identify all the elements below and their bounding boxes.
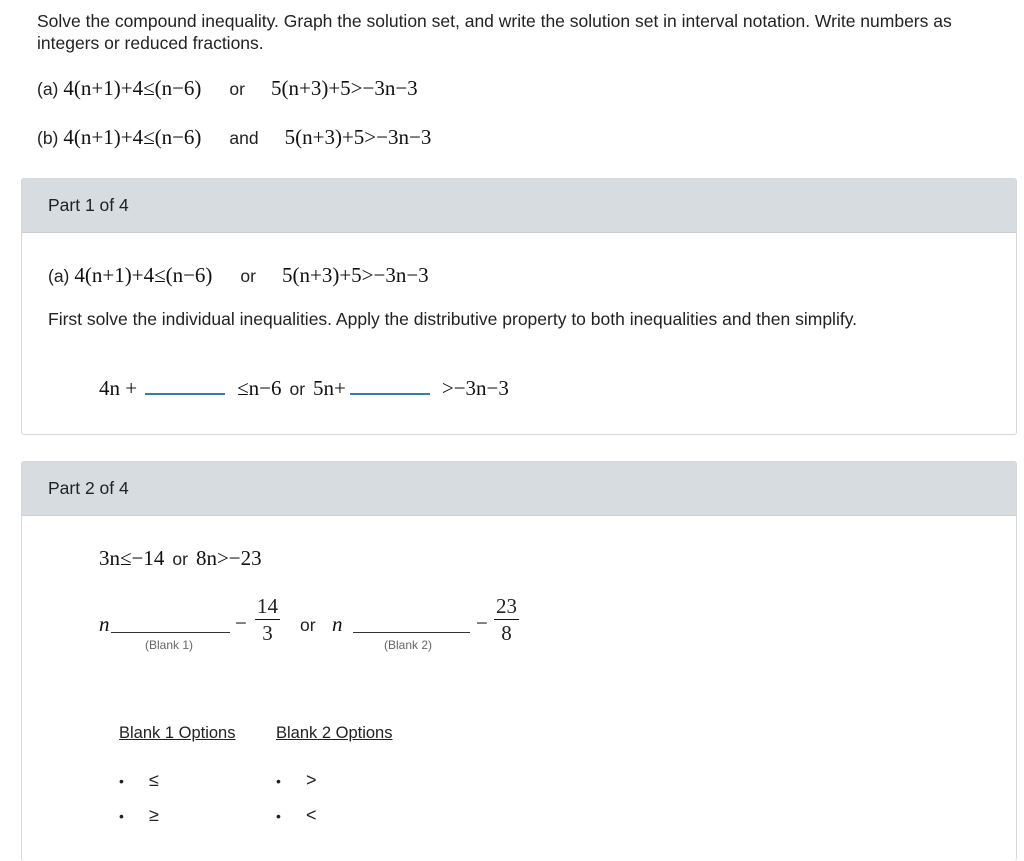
blank2-option-1[interactable]: • > [276, 770, 317, 790]
problem-b [37, 125, 431, 150]
part2-header: Part 2 of 4 [22, 462, 1016, 516]
part1-instruction: First solve the individual inequalities. Apply the distributive property to both inequalities and then simplify. [48, 309, 858, 329]
blank1-label: (Blank 1) [145, 638, 194, 652]
part1-header: Part 1 of 4 [22, 179, 1016, 233]
part2-or: or [300, 615, 316, 635]
instructions-text: Solve the compound inequality. Graph the solution set, and write the solution set in interval notation. Write numbers as integers or reduced fractions. [37, 11, 952, 53]
problem-b-connector: and [229, 128, 259, 148]
part2-simplified-left: 3n≤−14 [99, 546, 165, 570]
part1-eq-right-prefix: 5n+ [313, 376, 346, 400]
part1-problem-left: 4(n+1)+4≤(n−6) [74, 263, 213, 287]
frac2 [494, 593, 519, 646]
problem-a [37, 76, 418, 101]
part2-simplified [99, 546, 262, 571]
blank2-select[interactable] [353, 632, 470, 633]
blank2-label: (Blank 2) [384, 638, 433, 652]
part2-var-2: n [332, 612, 343, 636]
part2-var-1: n [99, 612, 110, 636]
frac1-denominator: 3 [262, 621, 273, 645]
problem-b-label: (b) [37, 128, 59, 148]
frac2-denominator: 8 [501, 621, 512, 645]
blank-input-2[interactable] [350, 375, 430, 395]
part1-eq-right-suffix: >−3n−3 [441, 376, 509, 400]
problem-a-label: (a) [37, 79, 59, 99]
problem-b-left: 4(n+1)+4≤(n−6) [63, 125, 202, 149]
part1-panel [21, 178, 1017, 435]
frac2-sign: − [476, 611, 488, 635]
frac2-numerator: 23 [496, 594, 517, 618]
blank1-option-1[interactable]: • ≤ [119, 770, 159, 790]
part1-problem-label: (a) [48, 266, 70, 286]
blank-input-1[interactable] [145, 375, 225, 395]
frac1 [255, 593, 280, 646]
part1-problem-right: 5(n+3)+5>−3n−3 [281, 263, 429, 287]
part1-equation [99, 375, 509, 401]
part2-panel [21, 461, 1017, 861]
blank2-options-title: Blank 2 Options [276, 724, 393, 742]
problem-a-right: 5(n+3)+5>−3n−3 [270, 76, 418, 100]
part1-eq-connector: or [289, 379, 306, 399]
blank1-option-2[interactable]: • ≥ [119, 805, 159, 825]
part1-eq-left-suffix: ≤n−6 [237, 376, 282, 400]
blank1-select[interactable] [111, 632, 230, 633]
part2-simplified-connector: or [172, 549, 188, 569]
part2-simplified-right: 8n>−23 [195, 546, 262, 570]
problem-b-right: 5(n+3)+5>−3n−3 [284, 125, 432, 149]
frac1-numerator: 14 [257, 594, 278, 618]
frac1-sign: − [235, 611, 247, 635]
blank1-options-title: Blank 1 Options [119, 724, 236, 742]
blank2-option-2[interactable]: • < [276, 805, 317, 825]
part1-problem [48, 263, 429, 288]
problem-a-left: 4(n+1)+4≤(n−6) [63, 76, 202, 100]
part1-problem-connector: or [240, 266, 256, 286]
part1-eq-left-prefix: 4n + [99, 376, 138, 400]
problem-a-connector: or [229, 79, 245, 99]
